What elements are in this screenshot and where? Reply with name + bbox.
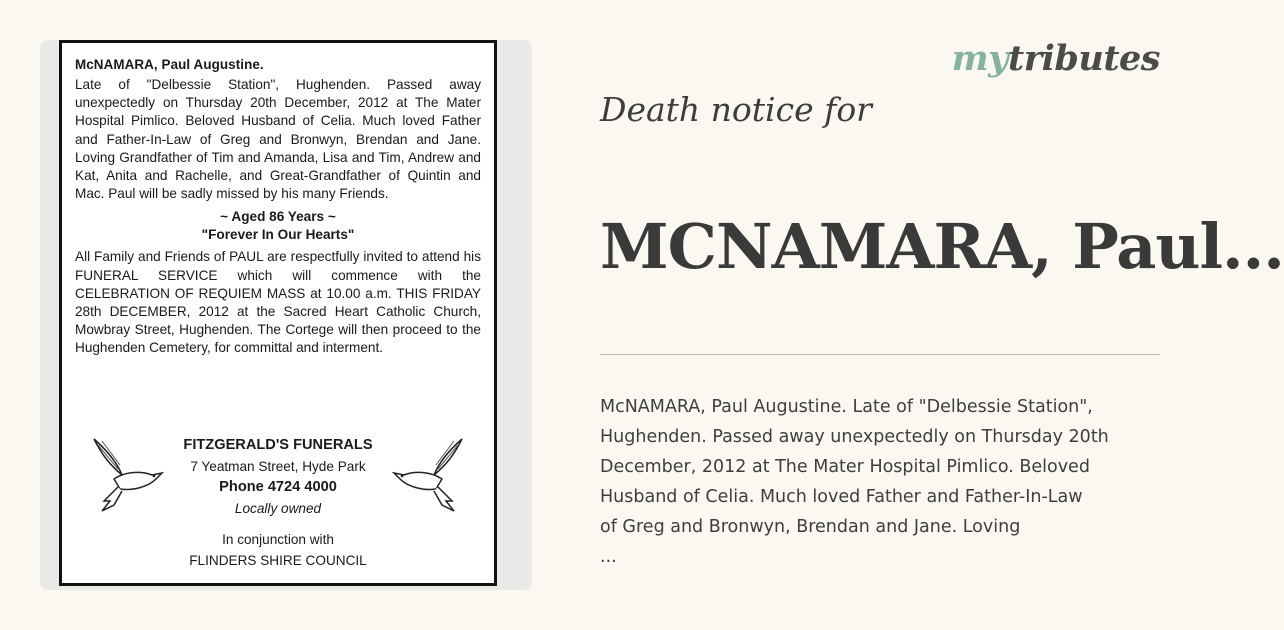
notice-age-motto [75, 208, 481, 244]
funeral-home-phone: Phone 4724 4000 [219, 479, 337, 495]
funeral-home-council: FLINDERS SHIRE COUNCIL [189, 553, 367, 568]
dove-icon [388, 435, 468, 515]
funeral-home-address: 7 Yeatman Street, Hyde Park [190, 459, 366, 474]
notice-excerpt: McNAMARA, Paul Augustine. Late of "Delbessie Station", Hughenden. Passed away unexpectedly on Thursday 20th December, 2012 at The Mater Hospital Pimlico. Beloved Husband of Celia. Much loved Father and Father-In-Law of Greg and Bronwyn, Brendan and Jane. Loving ... [600, 397, 1109, 567]
notice-paragraph-1: Late of "Delbessie Station", Hughenden. Passed away unexpectedly on Thursday 20th December, 2012 at The Mater Hospital Pimlico. Beloved Husband of Celia. Much loved Father and Father-In-Law of Greg and Bronwyn, Brendan and Jane. Loving Grandfather of Tim and Amanda, Lisa and Tim, Andrew and Kat, Anita and Rachelle, and Great-Grandfather of Quintin and Mac. Paul will be sadly missed by his many Friends. [75, 77, 481, 202]
page-subtitle: Death notice for [600, 90, 872, 129]
death-notice-clipping [59, 40, 497, 586]
notice-age: ~ Aged 86 Years ~ [220, 209, 336, 225]
funeral-home-ad [62, 435, 494, 575]
notice-image-card [40, 40, 532, 590]
mytributes-logo[interactable]: mytributes [951, 38, 1160, 79]
divider [600, 354, 1160, 355]
notice-motto: "Forever In Our Hearts" [201, 227, 355, 243]
dove-icon [88, 435, 168, 515]
funeral-home-name: FITZGERALD'S FUNERALS [183, 437, 373, 453]
funeral-home-conjunction: In conjunction with [222, 532, 334, 547]
funeral-home-tagline: Locally owned [234, 501, 322, 516]
notice-paragraph-2: All Family and Friends of PAUL are respectfully invited to attend his FUNERAL SERVICE which will commence with the CELEBRATION OF REQUIEM MASS at 10.00 a.m. THIS FRIDAY 28th DECEMBER, 2012 at the Sacred Heart Catholic Church, Mowbray Street, Hughenden. The Cortege will then proceed to the Hughenden Cemetery, for committal and interment. [75, 249, 481, 356]
deceased-name-title: MCNAMARA, Paul... [600, 210, 1284, 283]
notice-name: McNAMARA, Paul Augustine. [75, 57, 264, 72]
